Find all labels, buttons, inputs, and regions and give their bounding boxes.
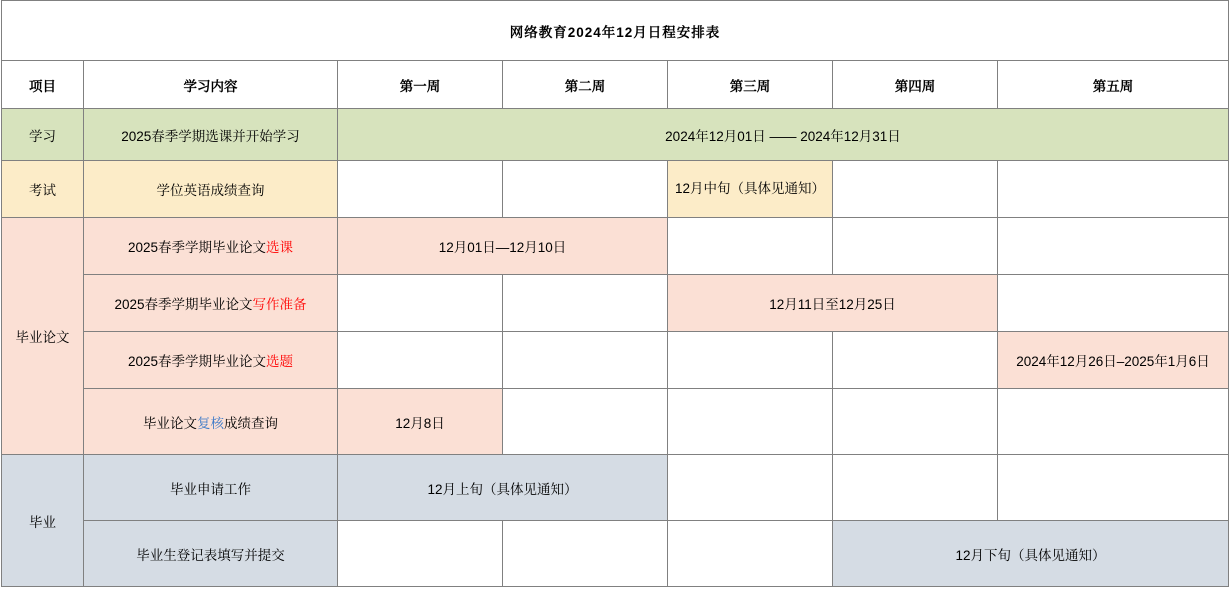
category-study: 学习 xyxy=(2,109,84,161)
blank-cell xyxy=(503,389,668,455)
row-label-thesis-writing-prep xyxy=(84,275,338,332)
period-thesis-writing-prep: 12月11日至12月25日 xyxy=(668,275,998,332)
label-text: 毕业论文 xyxy=(143,415,197,431)
table-row xyxy=(2,521,1229,587)
blank-cell xyxy=(503,521,668,587)
blank-cell xyxy=(338,332,503,389)
blank-cell xyxy=(668,389,833,455)
row-label-thesis-topic xyxy=(84,332,338,389)
row-label-thesis-select-course xyxy=(84,218,338,275)
blank-cell xyxy=(833,332,998,389)
row-label-graduation-apply: 毕业申请工作 xyxy=(84,455,338,521)
label-text: 2025春季学期毕业论文 xyxy=(127,354,267,369)
blank-cell xyxy=(668,521,833,587)
header-week1: 第一周 xyxy=(338,61,503,109)
period-thesis-review-score: 12月8日 xyxy=(338,389,503,455)
blank-cell xyxy=(338,275,503,332)
row-label-study: 2025春季学期选课并开始学习 xyxy=(84,109,338,161)
period-study: 2024年12月01日 —— 2024年12月31日 xyxy=(338,109,1229,161)
blank-cell xyxy=(833,161,998,218)
label-highlight: 复核 xyxy=(197,415,224,431)
table-row xyxy=(2,109,1229,161)
period-thesis-topic: 2024年12月26日–2025年1月6日 xyxy=(998,332,1229,389)
category-graduation: 毕业 xyxy=(2,455,84,587)
table-row xyxy=(2,275,1229,332)
category-exam: 考试 xyxy=(2,161,84,218)
period-exam: 12月中旬（具体见通知） xyxy=(668,161,833,218)
blank-cell xyxy=(503,275,668,332)
label-text-post: 成绩查询 xyxy=(224,415,278,431)
header-week5: 第五周 xyxy=(998,61,1229,109)
blank-cell xyxy=(833,455,998,521)
row-label-graduation-form: 毕业生登记表填写并提交 xyxy=(84,521,338,587)
row-label-exam: 学位英语成绩查询 xyxy=(84,161,338,218)
blank-cell xyxy=(998,218,1229,275)
header-week3: 第三周 xyxy=(668,61,833,109)
row-label-thesis-review-score xyxy=(84,389,338,455)
header-content: 学习内容 xyxy=(84,61,338,109)
blank-cell xyxy=(833,218,998,275)
period-graduation-apply: 12月上旬（具体见通知） xyxy=(338,455,668,521)
label-text: 2025春季学期毕业论文 xyxy=(127,240,267,255)
schedule-table xyxy=(1,0,1229,587)
period-graduation-form: 12月下旬（具体见通知） xyxy=(833,521,1229,587)
blank-cell xyxy=(833,389,998,455)
table-row xyxy=(2,218,1229,275)
blank-cell xyxy=(338,521,503,587)
header-item: 项目 xyxy=(2,61,84,109)
label-highlight: 选题 xyxy=(266,354,294,369)
blank-cell xyxy=(338,161,503,218)
category-thesis: 毕业论文 xyxy=(2,218,84,455)
page-title: 网络教育2024年12月日程安排表 xyxy=(2,1,1229,61)
blank-cell xyxy=(998,455,1229,521)
label-highlight: 选课 xyxy=(266,240,294,255)
table-row xyxy=(2,161,1229,218)
blank-cell xyxy=(503,161,668,218)
blank-cell xyxy=(668,455,833,521)
blank-cell xyxy=(503,332,668,389)
blank-cell xyxy=(998,161,1229,218)
header-week4: 第四周 xyxy=(833,61,998,109)
header-row xyxy=(2,61,1229,109)
title-row xyxy=(2,1,1229,61)
table-row xyxy=(2,332,1229,389)
label-highlight: 写作准备 xyxy=(252,297,307,312)
blank-cell xyxy=(668,218,833,275)
label-text: 2025春季学期毕业论文 xyxy=(114,297,253,312)
table-row xyxy=(2,455,1229,521)
header-week2: 第二周 xyxy=(503,61,668,109)
blank-cell xyxy=(998,389,1229,455)
blank-cell xyxy=(668,332,833,389)
blank-cell xyxy=(998,275,1229,332)
period-thesis-select-course: 12月01日—12月10日 xyxy=(338,218,668,275)
table-row xyxy=(2,389,1229,455)
